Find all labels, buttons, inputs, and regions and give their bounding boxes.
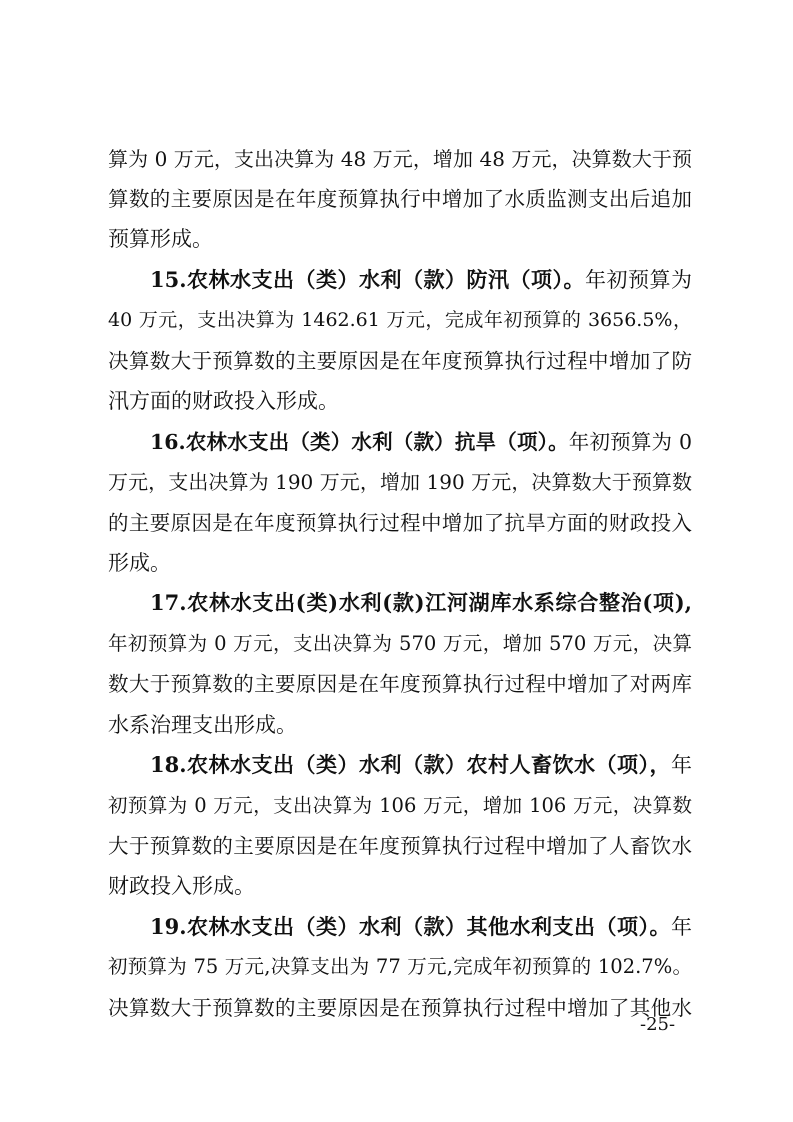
text-line: 财政投入形成。 bbox=[108, 874, 255, 898]
text-line: 算为 0 万元，支出决算为 48 万元，增加 48 万元，决算数大于预 bbox=[108, 147, 692, 171]
section-16-text: 年初预算为 0 bbox=[568, 430, 692, 454]
text-line: 的主要原因是在年度预算执行过程中增加了抗旱方面的财政投入 bbox=[108, 511, 692, 535]
text-line: 汛方面的财政投入形成。 bbox=[108, 389, 339, 413]
text-line: 40 万元，支出决算为 1462.61 万元，完成年初预算的 3656.5%， bbox=[108, 309, 692, 331]
text-line: 决算数大于预算数的主要原因是在年度预算执行过程中增加了防 bbox=[108, 349, 692, 373]
text-line: 数大于预算数的主要原因是在年度预算执行过程中增加了对两库 bbox=[108, 672, 692, 696]
text-line: 万元，支出决算为 190 万元，增加 190 万元，决算数大于预算数 bbox=[108, 470, 692, 494]
section-18-text: 年 bbox=[671, 753, 692, 777]
text-line: 算数的主要原因是在年度预算执行中增加了水质监测支出后追加 bbox=[108, 187, 692, 211]
page-number: -25- bbox=[640, 1014, 676, 1035]
text-line: 形成。 bbox=[108, 551, 171, 575]
section-19-text: 年 bbox=[671, 915, 692, 939]
section-15-text: 年初预算为 bbox=[585, 268, 692, 292]
text-line: 初预算为 75 万元,决算支出为 77 万元,完成年初预算的 102.7%。 bbox=[108, 955, 692, 978]
section-17-title: 17.农林水支出(类)水利(款)江河湖库水系综合整治(项), bbox=[150, 590, 692, 615]
text-line: 年初预算为 0 万元，支出决算为 570 万元，增加 570 万元，决算 bbox=[108, 632, 692, 655]
section-16-heading-line bbox=[150, 424, 692, 460]
section-18-heading-line bbox=[150, 747, 692, 783]
section-19-title: 19.农林水支出（类）水利（款）其他水利支出（项）。 bbox=[150, 914, 671, 939]
section-18-title: 18.农林水支出（类）水利（款）农村人畜饮水（项）， bbox=[150, 752, 671, 777]
text-line: 水系治理支出形成。 bbox=[108, 713, 297, 737]
section-17-heading-line bbox=[150, 585, 692, 621]
section-15-title: 15.农林水支出（类）水利（款）防汛（项）。 bbox=[150, 267, 585, 292]
text-line: 预算形成。 bbox=[108, 227, 213, 251]
text-line: 决算数大于预算数的主要原因是在预算执行过程中增加了其他水 bbox=[108, 996, 692, 1020]
section-15-heading-line bbox=[150, 262, 692, 298]
text-line: 初预算为 0 万元，支出决算为 106 万元，增加 106 万元，决算数 bbox=[108, 794, 692, 817]
text-line: 大于预算数的主要原因是在年度预算执行过程中增加了人畜饮水 bbox=[108, 834, 692, 858]
section-19-heading-line bbox=[150, 909, 692, 945]
section-16-title: 16.农林水支出（类）水利（款）抗旱（项）。 bbox=[150, 430, 569, 454]
